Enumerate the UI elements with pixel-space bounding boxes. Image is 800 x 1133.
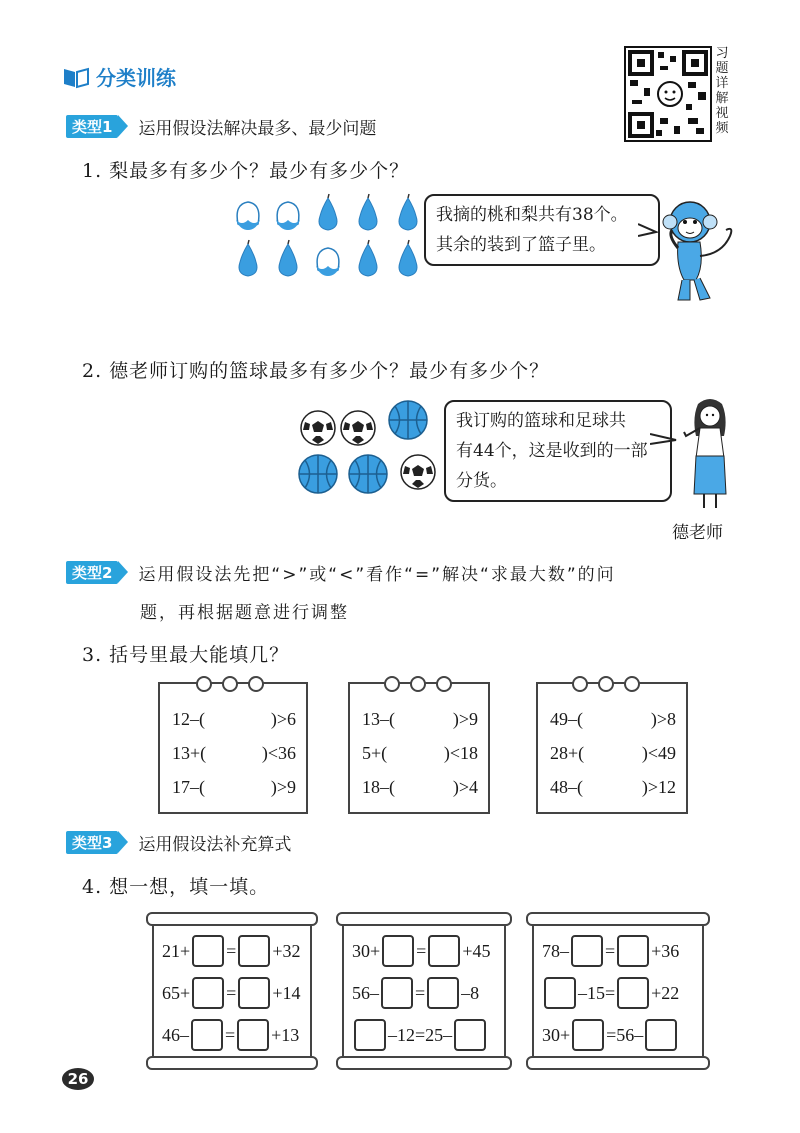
type2-tag: 类型2 — [66, 561, 118, 584]
answer-box[interactable] — [427, 977, 459, 1009]
answer-box[interactable] — [192, 977, 224, 1009]
basketball-icon — [389, 401, 427, 439]
answer-box[interactable] — [354, 1019, 386, 1051]
type3-text: 运用假设法补充算式 — [138, 835, 292, 855]
equation-row: 21+ = +32 — [162, 930, 302, 972]
speech-bubble-2: 我订购的篮球和足球共 有44个，这是收到的一部 分货。 — [444, 400, 672, 502]
equation-row: 56– = –8 — [352, 972, 496, 1014]
bubble-pointer — [638, 220, 658, 240]
inequality-row: 28+( )<49 — [550, 743, 676, 763]
type2-text-line1: 运用假设法先把“>”或“<”看作“=”解决“求最大数”的问 — [138, 565, 616, 585]
bubble-pointer — [650, 430, 680, 450]
answer-box[interactable] — [238, 935, 270, 967]
teacher-label: 德老师 — [672, 523, 723, 543]
speech-bubble-1: 我摘的桃和梨共有38个。 其余的装到了篮子里。 — [424, 194, 660, 266]
type2-heading — [66, 560, 616, 585]
pear-icon — [359, 194, 377, 230]
qr-caption: 习 题 详 解 视 频 — [715, 46, 729, 136]
peach-icon — [236, 202, 260, 230]
fruit-illustration — [230, 188, 424, 284]
type1-heading — [66, 114, 376, 139]
pear-icon — [279, 240, 297, 276]
peach-icon — [316, 248, 340, 276]
inequality-row: 49–( )>8 — [550, 709, 676, 729]
soccer-ball-icon — [301, 411, 335, 445]
answer-box[interactable] — [544, 977, 576, 1009]
inequality-row: 13–( )>9 — [362, 709, 478, 729]
inequality-row: 48–( )>12 — [550, 777, 676, 797]
monkey-illustration — [660, 196, 740, 306]
page-number: 26 — [62, 1068, 94, 1090]
type3-heading — [66, 830, 291, 855]
answer-box[interactable] — [381, 977, 413, 1009]
inequality-card-2 — [348, 682, 490, 814]
answer-box[interactable] — [617, 977, 649, 1009]
pear-icon — [239, 240, 257, 276]
qr-code-icon — [626, 48, 710, 140]
equation-scroll-1 — [152, 918, 312, 1064]
answer-box[interactable] — [237, 1019, 269, 1051]
equation-scroll-2 — [342, 918, 506, 1064]
peach-icon — [276, 202, 300, 230]
answer-box[interactable] — [382, 935, 414, 967]
answer-box[interactable] — [571, 935, 603, 967]
answer-box[interactable] — [238, 977, 270, 1009]
equation-row: 30+ = +45 — [352, 930, 496, 972]
answer-box[interactable] — [572, 1019, 604, 1051]
equation-row: 65+ = +14 — [162, 972, 302, 1014]
section-title: 分类训练 — [96, 66, 176, 90]
basketball-icon — [299, 455, 337, 493]
equation-row: –15= +22 — [542, 972, 694, 1014]
equation-row: 30+ =56– — [542, 1014, 694, 1056]
type1-tag: 类型1 — [66, 115, 118, 138]
book-icon — [62, 65, 90, 89]
basketball-icon — [349, 455, 387, 493]
soccer-ball-icon — [401, 455, 435, 489]
inequality-row: 5+( )<18 — [362, 743, 478, 763]
pear-icon — [399, 194, 417, 230]
soccer-ball-icon — [341, 411, 375, 445]
inequality-card-3 — [536, 682, 688, 814]
type3-tag: 类型3 — [66, 831, 118, 854]
answer-box[interactable] — [191, 1019, 223, 1051]
type1-text: 运用假设法解决最多、最少问题 — [138, 119, 377, 139]
pear-icon — [359, 240, 377, 276]
question-2: 2. 德老师订购的篮球最多有多少个？最少有多少个？ — [82, 360, 550, 382]
equation-row: –12=25– — [352, 1014, 496, 1056]
answer-box[interactable] — [645, 1019, 677, 1051]
section-header — [62, 62, 176, 91]
answer-box[interactable] — [428, 935, 460, 967]
teacher-illustration — [680, 396, 740, 514]
equation-row: 46– = +13 — [162, 1014, 302, 1056]
answer-box[interactable] — [617, 935, 649, 967]
pear-icon — [319, 194, 337, 230]
inequality-row: 13+( )<36 — [172, 743, 296, 763]
inequality-card-1 — [158, 682, 308, 814]
inequality-row: 12–( )>6 — [172, 709, 296, 729]
question-1: 1. 梨最多有多少个？最少有多少个？ — [82, 160, 410, 182]
qr-code — [624, 46, 712, 142]
equation-row: 78– = +36 — [542, 930, 694, 972]
balls-illustration — [298, 396, 442, 496]
answer-box[interactable] — [454, 1019, 486, 1051]
answer-box[interactable] — [192, 935, 224, 967]
pear-icon — [399, 240, 417, 276]
inequality-row: 18–( )>4 — [362, 777, 478, 797]
inequality-row: 17–( )>9 — [172, 777, 296, 797]
type2-text-line2: 题，再根据题意进行调整 — [140, 603, 349, 623]
question-4: 4. 想一想，填一填。 — [82, 876, 270, 898]
question-3: 3. 括号里最大能填几？ — [82, 644, 290, 666]
equation-scroll-3 — [532, 918, 704, 1064]
